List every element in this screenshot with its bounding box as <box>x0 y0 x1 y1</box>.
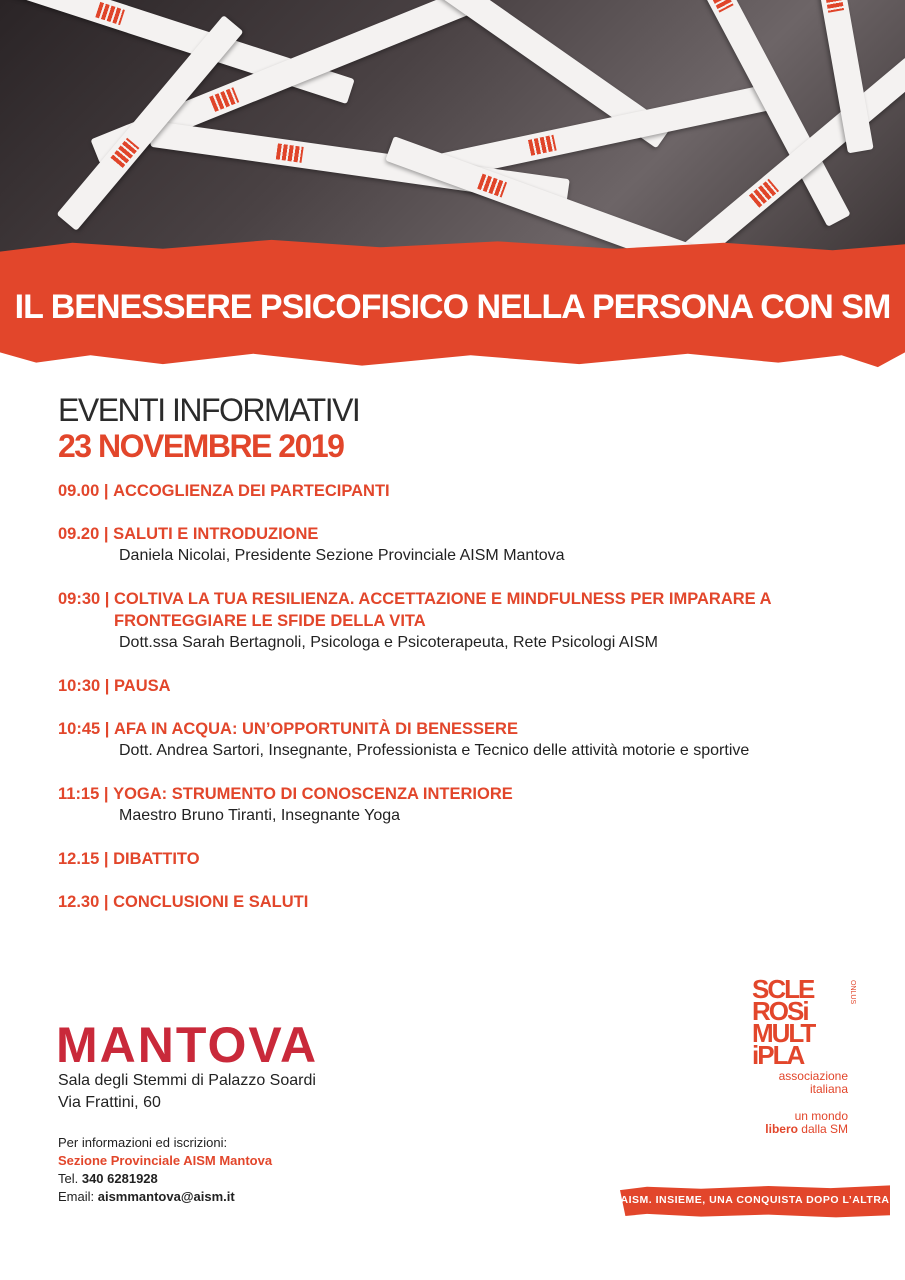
item-time: 09.00 | <box>58 482 114 500</box>
item-time: 12.15 | <box>58 850 114 868</box>
email-address: aismmantova@aism.it <box>97 1189 235 1204</box>
contact-phone-row <box>58 1170 272 1188</box>
page-title: IL BENESSERE PSICOFISICO NELLA PERSONA CON SM <box>14 288 891 326</box>
program-item <box>58 675 878 697</box>
contact-intro: Per informazioni ed iscrizioni: <box>58 1135 228 1150</box>
logo-line: MULT <box>752 1018 815 1048</box>
email-label: Email: <box>58 1189 98 1204</box>
logo-line: SCLE <box>752 974 814 1004</box>
contact-block <box>58 1134 272 1206</box>
item-time: 12.30 | <box>58 893 114 911</box>
item-time: 09:30 | <box>58 590 114 608</box>
hero-photo <box>0 0 905 260</box>
item-time: 09.20 | <box>58 525 114 543</box>
phone-number: 340 6281928 <box>81 1171 158 1186</box>
program-item <box>58 718 878 762</box>
venue-block <box>58 1070 316 1114</box>
tagline-line <box>752 1123 848 1136</box>
logo-tagline <box>752 1110 848 1136</box>
tagline-bold: libero <box>765 1122 798 1136</box>
item-title: CONCLUSIONI E SALUTI <box>113 893 309 911</box>
assoc-line: italiana <box>809 1082 848 1096</box>
program-list <box>58 480 878 934</box>
item-title: ACCOGLIENZA DEI PARTECIPANTI <box>113 482 390 500</box>
item-speaker: Maestro Bruno Tiranti, Insegnante Yoga <box>119 807 401 824</box>
events-subtitle: EVENTI INFORMATIVI <box>58 392 360 428</box>
item-title: SALUTI E INTRODUZIONE <box>113 525 319 543</box>
program-item <box>58 480 878 502</box>
aism-logo <box>752 974 867 1136</box>
phone-label: Tel. <box>58 1171 82 1186</box>
item-speaker: Dott.ssa Sarah Bertagnoli, Psicologa e Psicoterapeuta, Rete Psicologi AISM <box>119 634 658 651</box>
program-item <box>58 523 878 567</box>
item-time: 10:45 | <box>58 720 114 738</box>
slogan-text: AISM. INSIEME, UNA CONQUISTA DOPO L’ALTRA <box>620 1194 890 1206</box>
item-title: PAUSA <box>114 677 171 695</box>
logo-association <box>752 1070 848 1096</box>
venue-address: Via Frattini, 60 <box>58 1094 161 1111</box>
item-time: 11:15 | <box>58 785 114 803</box>
program-item <box>58 891 878 913</box>
item-title: COLTIVA LA TUA RESILIENZA. ACCETTAZIONE E MINDFULNESS PER IMPARARE A FRONTEGGIARE LE SFIDE DELLA VITA <box>114 590 771 630</box>
logo-line: ROSi <box>752 996 808 1026</box>
assoc-line: associazione <box>778 1069 848 1083</box>
program-item <box>58 588 878 654</box>
contact-organization: Sezione Provinciale AISM Mantova <box>58 1153 273 1168</box>
logo-onlus: ONLUS <box>849 980 856 1005</box>
item-speaker: Dott. Andrea Sartori, Insegnante, Professionista e Tecnico delle attività motorie e sportive <box>119 742 750 759</box>
tagline-rest: dalla SM <box>797 1122 848 1136</box>
city-heading: MANTOVA <box>56 1017 319 1073</box>
event-date: 23 NOVEMBRE 2019 <box>58 428 344 464</box>
tagline-line: un mondo <box>794 1109 848 1123</box>
item-speaker: Daniela Nicolai, Presidente Sezione Provinciale AISM Mantova <box>119 547 565 564</box>
item-title: DIBATTITO <box>113 850 200 868</box>
item-title: YOGA: STRUMENTO DI CONOSCENZA INTERIORE <box>113 785 513 803</box>
contact-email-row <box>58 1188 272 1206</box>
item-time: 10:30 | <box>58 677 114 695</box>
item-title: AFA IN ACQUA: UN’OPPORTUNITÀ DI BENESSERE <box>114 720 518 738</box>
venue-name: Sala degli Stemmi di Palazzo Soardi <box>58 1072 316 1089</box>
program-item <box>58 848 878 870</box>
logo-line: iPLA <box>752 1040 804 1070</box>
program-item <box>58 783 878 827</box>
